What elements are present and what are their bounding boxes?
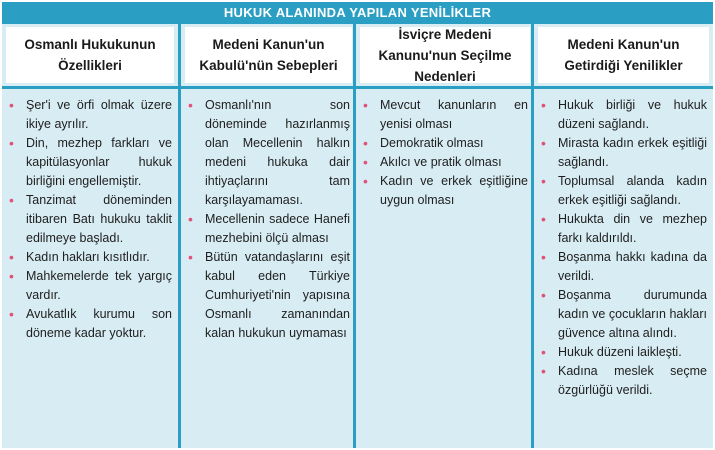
item-list <box>534 89 713 400</box>
bullet-icon: • <box>9 135 14 151</box>
column-heading: Medeni Kanun'un Kabulü'nün Sebepleri <box>185 27 352 83</box>
column-civil-code-adoption-reasons <box>178 24 356 448</box>
list-item: • Kadın ve erkek eşitliğine uygun olması <box>363 173 528 207</box>
list-item: • Hukuk düzeni laikleşti. <box>541 344 682 360</box>
bullet-icon: • <box>9 306 14 322</box>
bullet-icon: • <box>363 173 368 189</box>
list-item: • Mecellenin sadece Hanefi mezhebini ölçü alması <box>188 211 350 245</box>
bullet-icon: • <box>9 249 14 265</box>
list-item: • Şer'i ve örfi olmak üzere ikiye ayrılır. <box>9 97 172 131</box>
bullet-icon: • <box>541 249 546 265</box>
bullet-icon: • <box>541 97 546 113</box>
bullet-icon: • <box>541 344 546 360</box>
bullet-icon: • <box>541 363 546 379</box>
list-item: • Kadın hakları kısıtlıdır. <box>9 249 150 265</box>
list-item: • Akılcı ve pratik olması <box>363 154 502 170</box>
bullet-icon: • <box>363 135 368 151</box>
list-item: • Avukatlık kurumu son döneme kadar yoktur. <box>9 306 172 340</box>
list-item: • Mirasta kadın erkek eşitliği sağlandı. <box>541 135 707 169</box>
column-swiss-code-selection-reasons <box>353 24 534 448</box>
list-item: • Bütün vatandaşlarını eşit kabul eden Türkiye Cumhuriyeti'nin yapısına Osmanlı zamanından kalan hukukun uymaması <box>188 249 350 340</box>
bullet-icon: • <box>188 211 193 227</box>
bullet-icon: • <box>541 287 546 303</box>
list-item: • Hukuk birliği ve hukuk düzeni sağlandı. <box>541 97 707 131</box>
column-heading: Osmanlı Hukukunun Özellikleri <box>6 27 174 83</box>
bullet-icon: • <box>541 135 546 151</box>
column-heading: İsviçre Medeni Kanunu'nun Seçilme Nedenleri <box>360 27 530 83</box>
column-ottoman-law-features <box>2 24 178 448</box>
bullet-icon: • <box>541 173 546 189</box>
bullet-icon: • <box>541 211 546 227</box>
column-civil-code-innovations <box>531 24 713 448</box>
table-title: HUKUK ALANINDA YAPILAN YENİLİKLER <box>2 2 713 24</box>
list-item: • Osmanlı'nın son döneminde hazırlanmış olan Mecellenin halkın medeni hukuka dair ihtiyaçlarını tam karşılayamaması. <box>188 97 350 207</box>
bullet-icon: • <box>9 192 14 208</box>
column-heading: Medeni Kanun'un Getirdiği Yenilikler <box>538 27 709 83</box>
list-item: • Din, mezhep farkları ve kapitülasyonlar hukuk birliğini engellemiştir. <box>9 135 172 188</box>
bullet-icon: • <box>188 97 193 113</box>
list-item: • Hukukta din ve mezhep farkı kaldırıldı. <box>541 211 707 245</box>
list-item: • Mevcut kanunların en yenisi olması <box>363 97 528 131</box>
bullet-icon: • <box>188 249 193 265</box>
list-item: • Tanzimat döneminden itibaren Batı hukuku taklit edilmeye başladı. <box>9 192 172 245</box>
list-item: • Kadına meslek seçme özgürlüğü verildi. <box>541 363 707 397</box>
bullet-icon: • <box>363 154 368 170</box>
list-item: • Boşanma hakkı kadına da verildi. <box>541 249 707 283</box>
list-item: • Boşanma durumunda kadın ve çocukların hakları güvence altına alındı. <box>541 287 707 340</box>
bullet-icon: • <box>363 97 368 113</box>
list-item: • Toplumsal alanda kadın erkek eşitliği sağlandı. <box>541 173 707 207</box>
item-list <box>356 89 534 210</box>
bullet-icon: • <box>9 268 14 284</box>
list-item: • Mahkemelerde tek yargıç vardır. <box>9 268 172 302</box>
bullet-icon: • <box>9 97 14 113</box>
item-list <box>181 89 356 343</box>
item-list <box>2 89 178 343</box>
list-item: • Demokratik olması <box>363 135 484 151</box>
info-table <box>2 2 713 448</box>
